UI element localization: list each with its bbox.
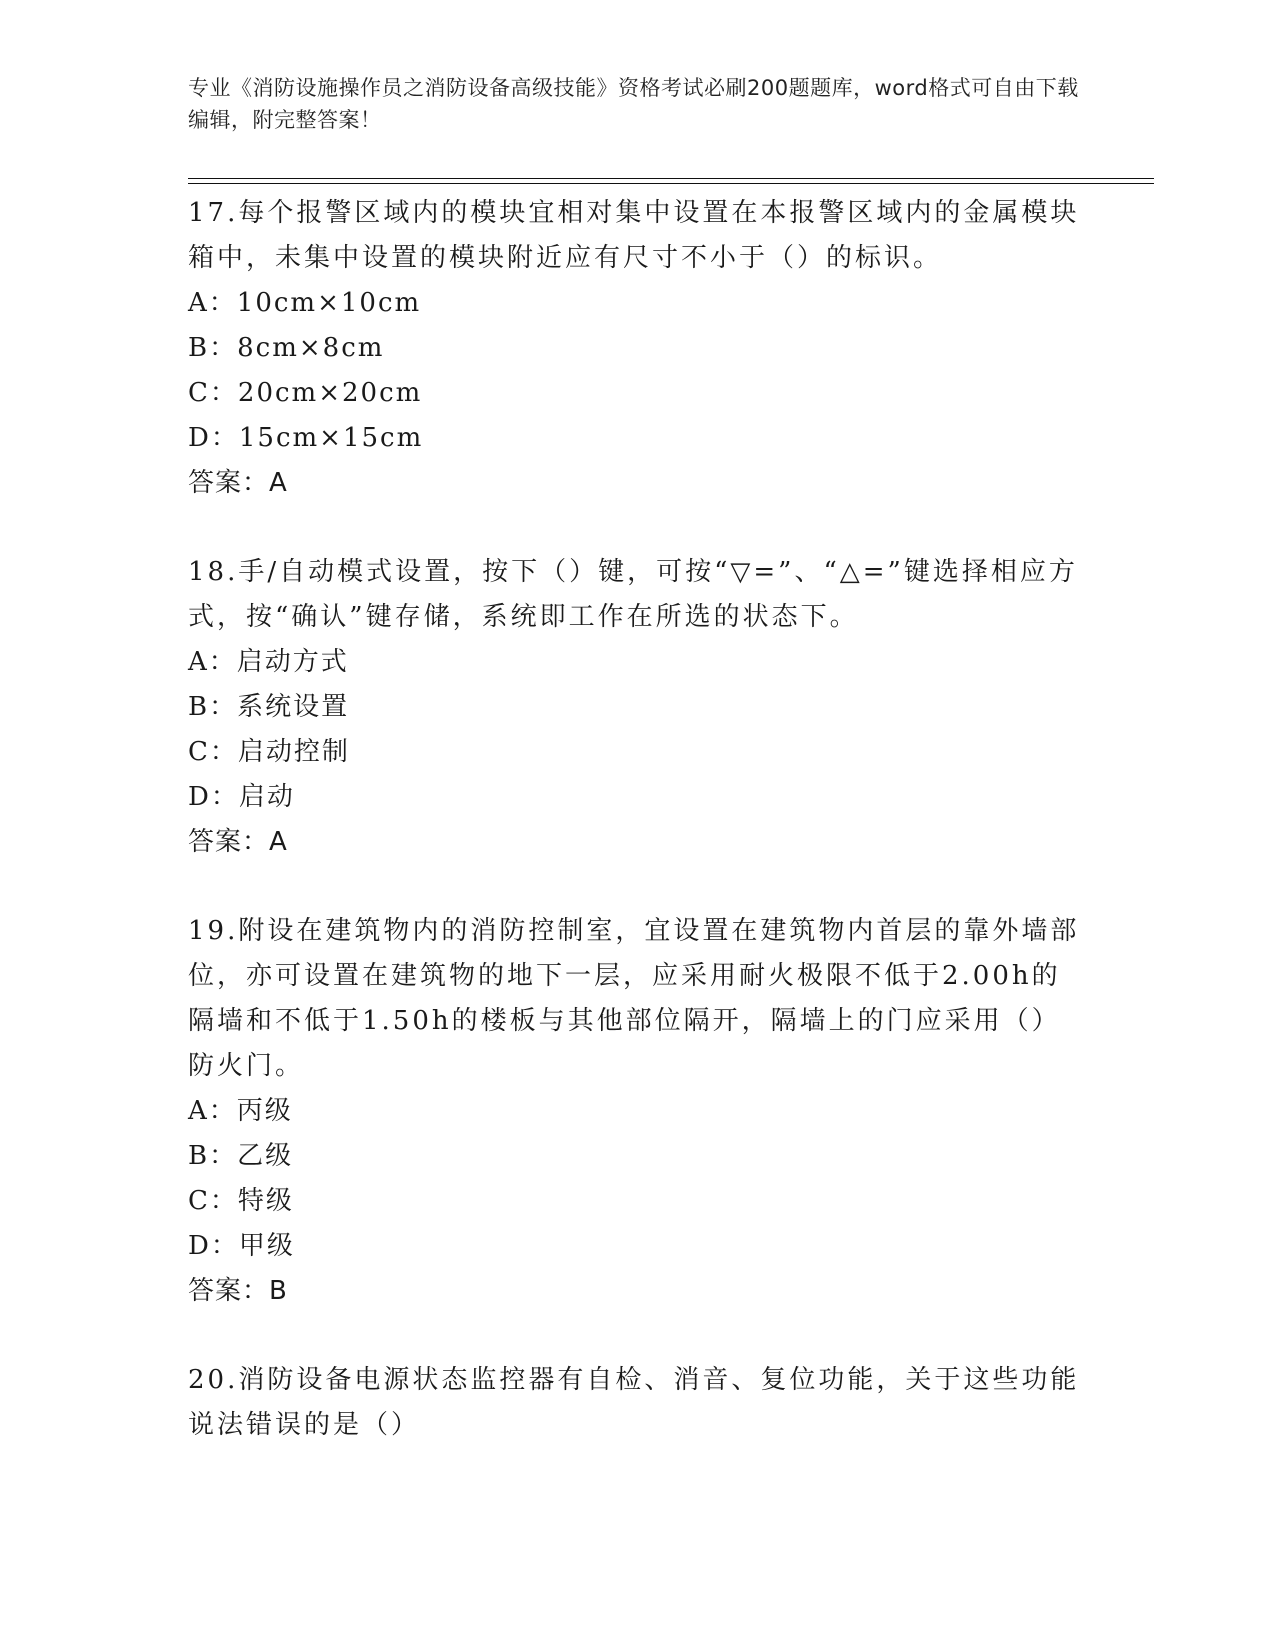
option-b	[188, 685, 1088, 730]
option-text: 8cm×8cm	[237, 333, 385, 363]
question-20	[188, 1355, 1088, 1448]
option-a	[188, 640, 1088, 685]
option-key: B：	[188, 333, 238, 363]
question-text: 18.手/自动模式设置，按下（）键，可按“▽=”、“△=”键选择相应方式，按“确认”键存储，系统即工作在所选的状态下。	[188, 557, 1078, 632]
question-text: 20.消防设备电源状态监控器有自检、消音、复位功能，关于这些功能说法错误的是（）	[188, 1365, 1080, 1440]
option-a	[188, 281, 1088, 326]
answer-line: 答案：A	[188, 468, 288, 498]
option-text: 丙级	[236, 1096, 293, 1126]
option-key: A：	[188, 1096, 237, 1126]
option-text: 特级	[237, 1186, 294, 1216]
question-text: 19.附设在建筑物内的消防控制室，宜设置在建筑物内首层的靠外墙部位，亦可设置在建筑物的地下一层，应采用耐火极限不低于2.00h的隔墙和不低于1.50h的楼板与其他部位隔开，隔墙上的门应采用（）防火门。	[188, 916, 1080, 1081]
option-text: 乙级	[237, 1141, 294, 1171]
option-text: 20cm×20cm	[237, 378, 423, 408]
option-text: 启动	[238, 782, 295, 812]
option-d	[188, 416, 1088, 461]
option-text: 启动控制	[237, 737, 350, 767]
question-spacer	[188, 506, 1088, 547]
question-18	[188, 547, 1088, 865]
option-text: 15cm×15cm	[238, 423, 424, 453]
question-spacer	[188, 865, 1088, 906]
option-key: C：	[188, 378, 238, 408]
option-b	[188, 1134, 1088, 1179]
option-key: B：	[188, 692, 238, 722]
question-text: 17.每个报警区域内的模块宜相对集中设置在本报警区域内的金属模块箱中，未集中设置的模块附近应有尺寸不小于（）的标识。	[188, 198, 1080, 273]
option-text: 启动方式	[236, 647, 349, 677]
option-text: 系统设置	[237, 692, 350, 722]
header-rule-top	[188, 178, 1154, 179]
option-text: 10cm×10cm	[236, 288, 422, 318]
option-key: D：	[188, 782, 239, 812]
question-list	[188, 188, 1088, 1448]
question-19	[188, 906, 1088, 1314]
option-c	[188, 730, 1088, 775]
option-key: C：	[188, 737, 238, 767]
option-d	[188, 775, 1088, 820]
answer-line: 答案：A	[188, 827, 288, 857]
option-key: D：	[188, 1231, 239, 1261]
option-key: D：	[188, 423, 239, 453]
option-key: C：	[188, 1186, 238, 1216]
answer-line: 答案：B	[188, 1276, 288, 1306]
option-c	[188, 371, 1088, 416]
option-c	[188, 1179, 1088, 1224]
option-a	[188, 1089, 1088, 1134]
option-b	[188, 326, 1088, 371]
header-rule-bottom	[188, 183, 1154, 184]
option-key: A：	[188, 288, 237, 318]
option-key: B：	[188, 1141, 238, 1171]
question-17	[188, 188, 1088, 506]
document-header: 专业《消防设施操作员之消防设备高级技能》资格考试必刷200题题库，word格式可自由下载编辑，附完整答案！	[188, 76, 1079, 132]
option-d	[188, 1224, 1088, 1269]
question-spacer	[188, 1314, 1088, 1355]
option-key: A：	[188, 647, 237, 677]
option-text: 甲级	[238, 1231, 295, 1261]
